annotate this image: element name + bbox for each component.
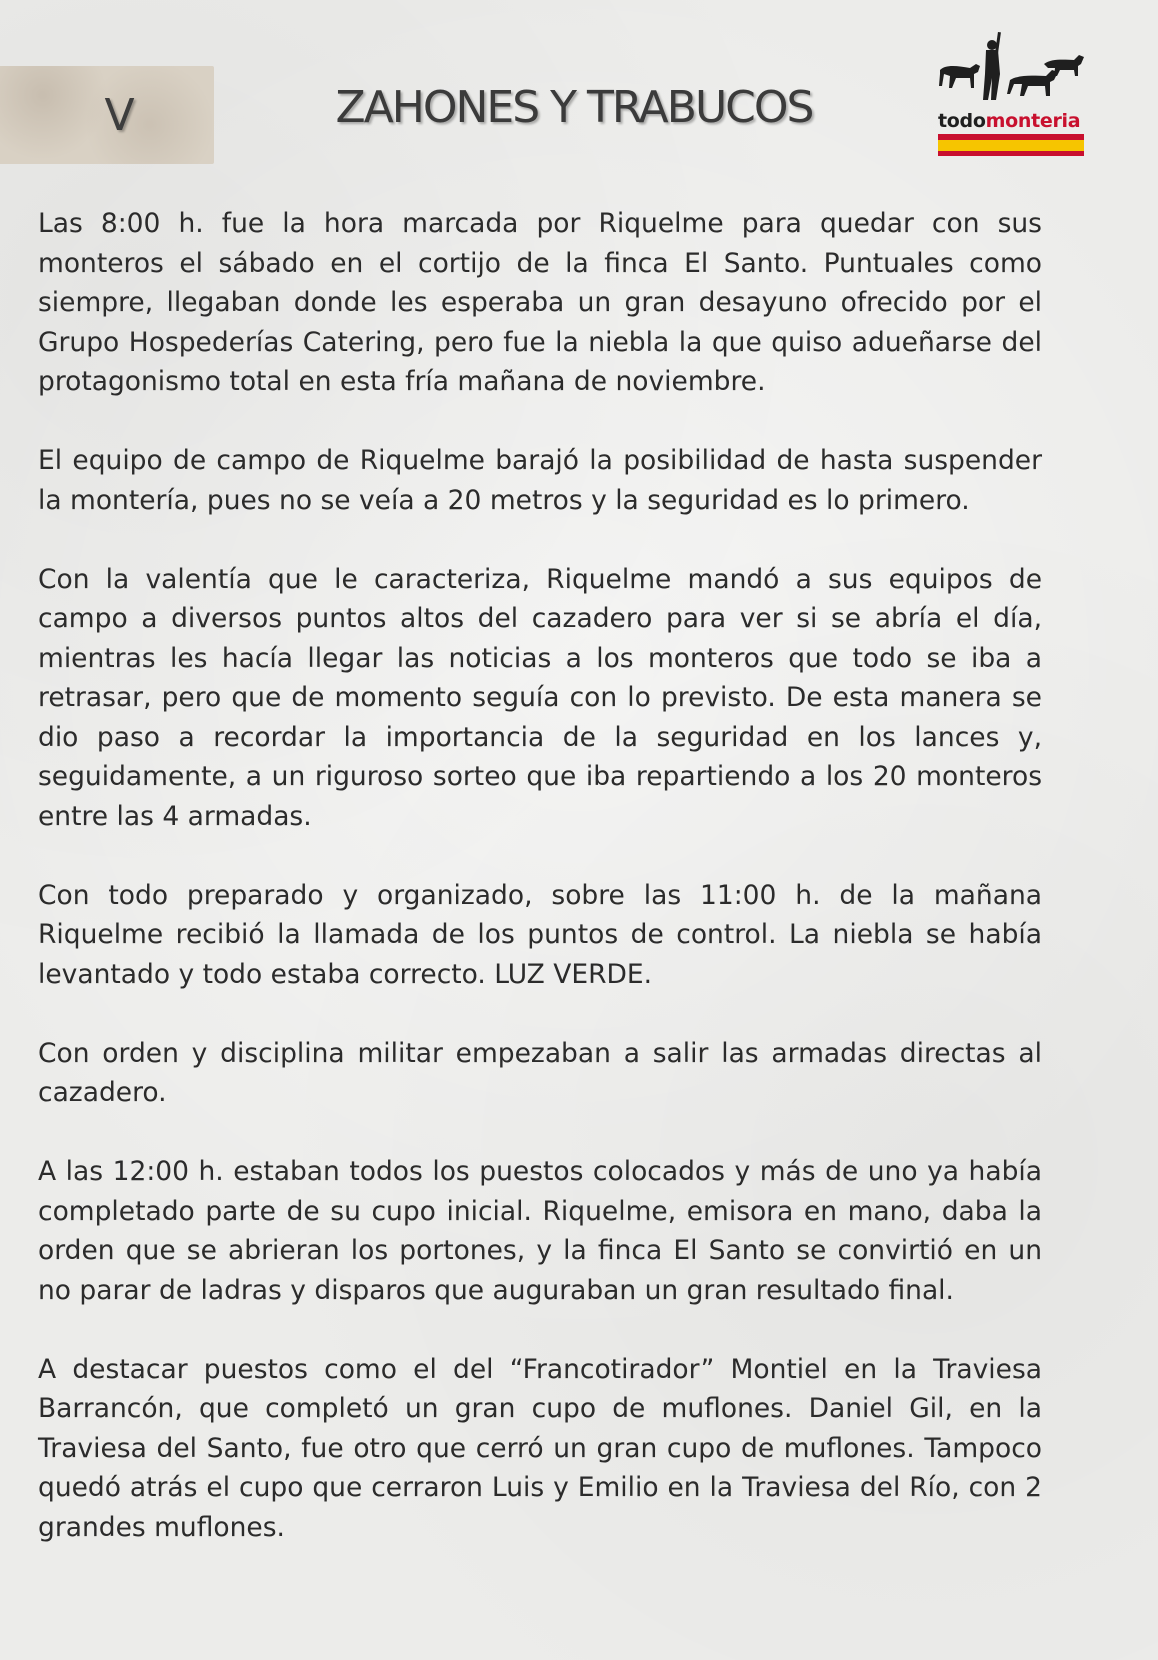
paragraph: Las 8:00 h. fue la hora marcada por Riquelme para quedar con sus monteros el sábado en el cortijo de la finca El Santo. Puntuales como siempre, llegaban donde les esperaba un gran desayuno ofrecido por el Grupo Hospederías Catering, pero fue la niebla la que quiso adueñarse del protagonismo total en esta fría mañana de noviembre. [38,208,1042,397]
logo-word-todo: todo [938,110,986,132]
page-title: ZAHONES Y TRABUCOS [335,82,813,133]
logo-wordmark [938,110,1080,132]
chapter-numeral: V [104,89,136,141]
paragraph: Con orden y disciplina militar empezaban a salir las armadas directas al cazadero. [38,1037,1042,1108]
paragraph: Con todo preparado y organizado, sobre las 11:00 h. de la mañana Riquelme recibió la llamada de los puntos de control. La niebla se había levantado y todo estaba correcto. LUZ VERDE. [38,879,1042,990]
paragraph: Con la valentía que le caracteriza, Riquelme mandó a sus equipos de campo a diversos puntos altos del cazadero para ver si se abría el día, mientras les hacía llegar las noticias a los monteros que todo se iba a retrasar, pero que de momento seguía con lo previsto. De esta manera se dio paso a recordar la importancia de la seguridad en los lances y, seguidamente, a un riguroso sorteo que iba repartiendo a los 20 monteros entre las 4 armadas. [38,563,1042,832]
paragraph: El equipo de campo de Riquelme barajó la posibilidad de hasta suspender la montería, pues no se veía a 20 metros y la seguridad es lo primero. [38,445,1042,516]
logo-word-monteria: monteria [985,110,1081,132]
hunter-with-dogs-icon [936,30,1086,104]
paragraph: A las 12:00 h. estaban todos los puestos colocados y más de uno ya había completado parte de su cupo inicial. Riquelme, emisora en mano, daba la orden que se abrieran los portones, y la finca El Santo se convirtió en un no parar de ladras y disparos que auguraban un gran resultado final. [38,1156,1042,1306]
spain-flag-icon [938,134,1084,156]
todomonteria-logo [936,30,1086,162]
article-body [38,204,1042,1547]
paragraph: A destacar puestos como el del “Francotirador” Montiel en la Traviesa Barrancón, que completó un gran cupo de muflones. Daniel Gil, en la Traviesa del Santo, fue otro que cerró un gran cupo de muflones. Tampoco quedó atrás el cupo que cerraron Luis y Emilio en la Traviesa del Río, con 2 grandes muflones. [38,1353,1042,1543]
